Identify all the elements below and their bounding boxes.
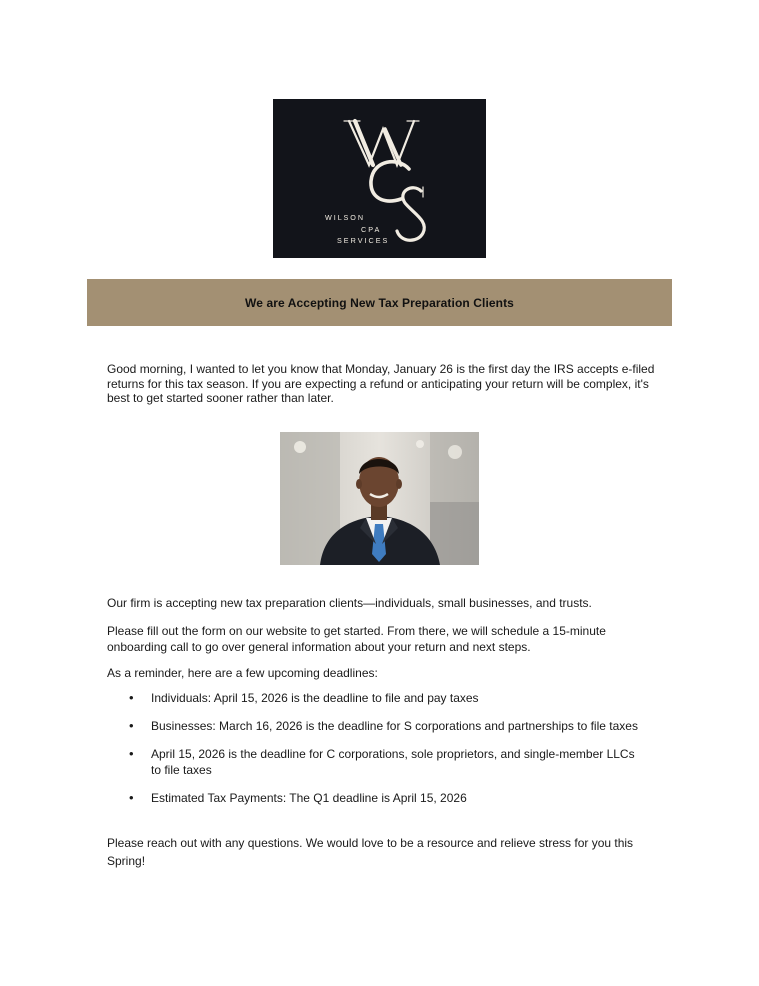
deadline-list [107, 690, 647, 818]
reminder-paragraph: As a reminder, here are a few upcoming deadlines: [107, 666, 378, 680]
logo-text-services: S E R V I C E S [337, 236, 388, 245]
logo-text-wilson: W I L S O N [325, 213, 364, 222]
deadline-item-individuals: • Individuals: April 15, 2026 is the deadline to file and pay taxes [107, 690, 647, 706]
banner-title: We are Accepting New Tax Preparation Clients [245, 295, 514, 310]
logo-text-cpa: C P A [361, 225, 380, 234]
header-banner [87, 279, 672, 326]
closing-paragraph: Please reach out with any questions. We would love to be a resource and relieve stress for you this Spring! [107, 836, 634, 868]
wcs-logo [273, 99, 486, 258]
form-paragraph: Please fill out the form on our website to get started. From there, we will schedule a 15-minute onboarding call to go over general information about your return and next steps. [107, 624, 606, 654]
headshot-image-icon [280, 432, 479, 565]
headshot-photo [280, 432, 479, 565]
wcs-monogram-logo-icon [273, 99, 486, 258]
accepting-paragraph: Our firm is accepting new tax preparation clients—individuals, small businesses, and trusts. [107, 596, 592, 610]
intro-paragraph: Good morning, I wanted to let you know that Monday, January 26 is the first day the IRS accepts e-filed returns for this tax season. If you are expecting a refund or anticipating your return will be complex, it's best to get started sooner rather than later. [107, 362, 655, 405]
deadline-item-businesses: • Businesses: March 16, 2026 is the deadline for S corporations and partnerships to file taxes [107, 718, 647, 734]
deadline-item-estimated-payments: • Estimated Tax Payments: The Q1 deadline is April 15, 2026 [107, 790, 647, 806]
deadline-item-c-corporations: • April 15, 2026 is the deadline for C corporations, sole proprietors, and single-member LLCs to file taxes [107, 746, 647, 778]
